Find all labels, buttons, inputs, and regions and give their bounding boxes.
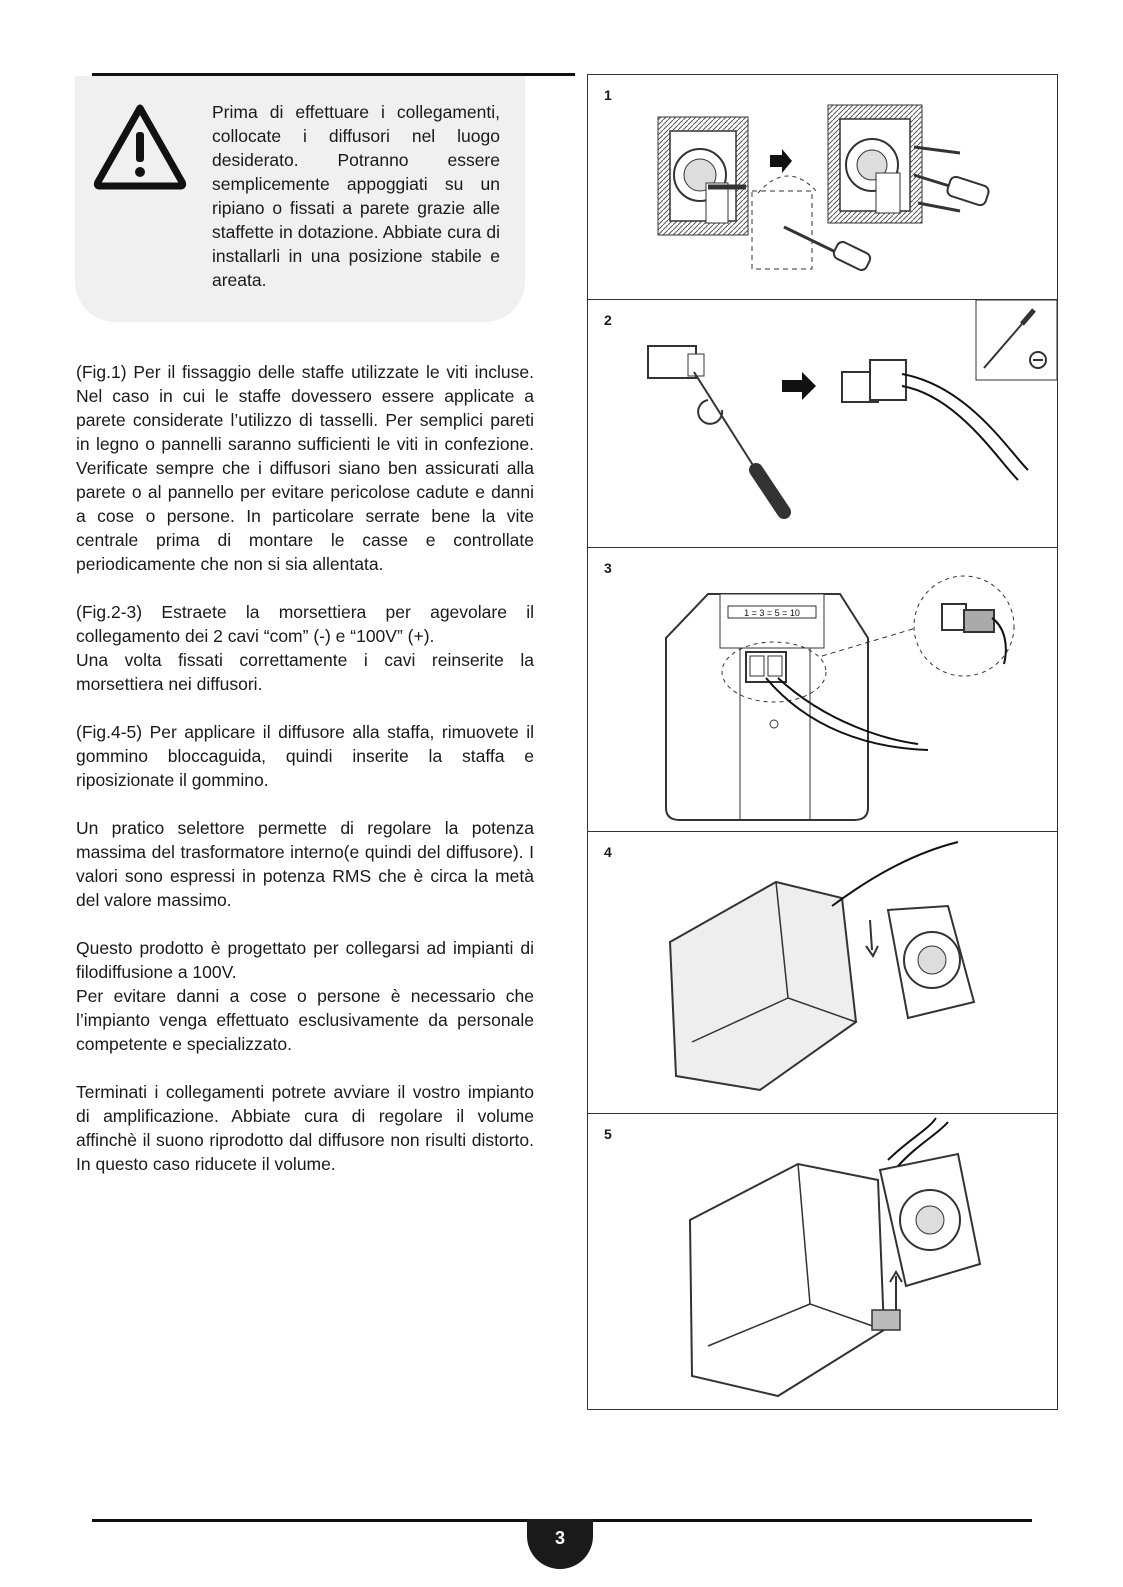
paragraph-fig2-3: (Fig.2-3) Estraete la morsettiera per agevolare il collegamento dei 2 cavi “com” (-) e “100V” (+). — [76, 602, 534, 646]
figure-number: 3 — [604, 560, 612, 576]
figure-number: 2 — [604, 312, 612, 328]
paragraph-reinsert: Una volta fissati correttamente i cavi reinserite la morsettiera nei diffusori. — [76, 650, 534, 694]
figure-column — [587, 74, 1058, 1410]
instructions-column — [76, 360, 534, 1200]
paragraph-fig4-5: (Fig.4-5) Per applicare il diffusore alla staffa, rimuovete il gommino bloccaguida, quindi inserite la staffa e riposizionate il gommino. — [76, 722, 534, 790]
figure-number: 5 — [604, 1126, 612, 1142]
figure-3 — [587, 547, 1058, 831]
power-selector-label: 1 = 3 = 5 = 10 — [744, 608, 800, 618]
figure-1 — [587, 74, 1058, 299]
paragraph-100v: Questo prodotto è progettato per collegarsi ad impianti di filodiffusione a 100V. — [76, 938, 534, 982]
figure-5 — [587, 1113, 1058, 1410]
figure-number: 4 — [604, 844, 612, 860]
warning-triangle-icon — [92, 102, 188, 190]
paragraph-safety: Per evitare danni a cose o persone è necessario che l’impianto venga effettuato esclusivamente da personale competente e specializzato. — [76, 986, 534, 1054]
speaker-bracket-insert-illustration — [588, 832, 1057, 1113]
bracket-mounting-illustration — [588, 75, 1057, 299]
figure-2 — [587, 299, 1058, 547]
figure-4 — [587, 831, 1058, 1113]
speaker-back-terminal-illustration — [588, 548, 1057, 831]
paragraph-selector: Un pratico selettore permette di regolare la potenza massima del trasformatore interno(e quindi del diffusore). I valori sono espressi in potenza RMS che è circa la metà del valore massimo. — [76, 818, 534, 910]
warning-text: Prima di effettuare i collegamenti, collocate i diffusori nel luogo desiderato. Potranno essere semplicemente appoggiati su un ripiano o fissati a parete grazie alle staffette in dotazione. Abbiate cura di installarli in una posizione stabile e areata. — [212, 102, 500, 290]
paragraph-fig1: (Fig.1) Per il fissaggio delle staffe utilizzate le viti incluse. Nel caso in cui le staffe dovessero essere applicate a parete considerate l’utilizzo di tasselli. Per semplici pareti in legno o pannelli saranno sufficienti le viti in confezione. Verificate sempre che i diffusori siano ben assicurati alla parete o al pannello per evitare pericolose cadute e danni a cose o persone. In particolare serrate bene la vite centrale prima di montare le casse e controllate periodicamente che non si sia allentata. — [76, 362, 534, 574]
terminal-wiring-illustration — [588, 300, 1057, 547]
paragraph-volume: Terminati i collegamenti potrete avviare il vostro impianto di amplificazione. Abbiate cura di regolare il volume affinchè il suono riprodotto dal diffusore non risulti distorto. In questo caso riducete il volume. — [76, 1082, 534, 1174]
figure-number: 1 — [604, 87, 612, 103]
page-number: 3 — [554, 1528, 565, 1548]
speaker-attached-illustration — [588, 1114, 1057, 1410]
